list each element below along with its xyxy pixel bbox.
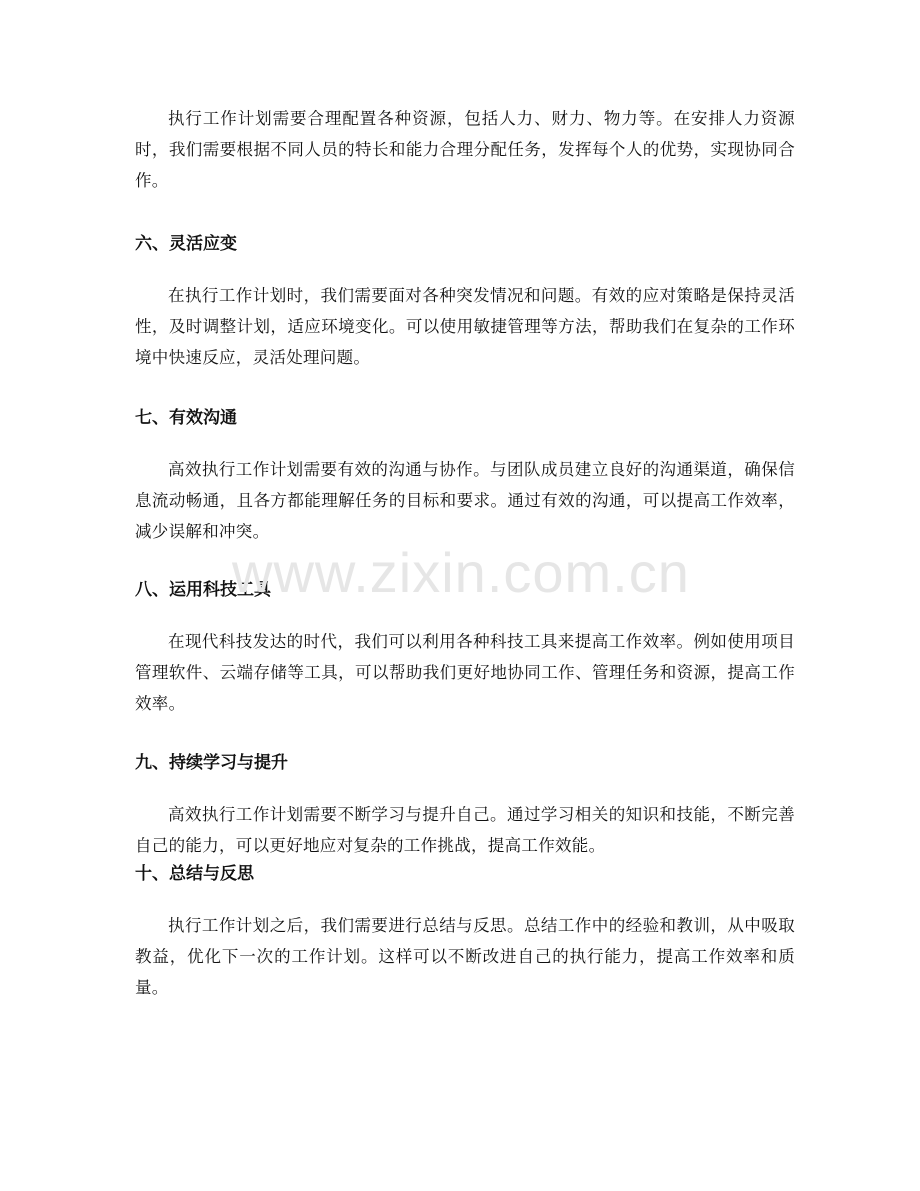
heading-eight-technology: 八、运用科技工具 xyxy=(135,580,271,600)
paragraph-reflection: 执行工作计划之后，我们需要进行总结与反思。总结工作中的经验和教训，从中吸取教益，优化下一次的工作计划。这样可以不断改进自己的执行能力，提高工作效率和质量。 xyxy=(135,916,795,997)
paragraph-technology: 在现代科技发达的时代，我们可以利用各种科技工具来提高工作效率。例如使用项目管理软件、云端存储等工具，可以帮助我们更好地协同工作、管理任务和资源，提高工作效率。 xyxy=(135,632,795,713)
heading-nine-learning: 九、持续学习与提升 xyxy=(135,753,288,773)
heading-ten-reflection: 十、总结与反思 xyxy=(135,864,254,884)
paragraph-learning: 高效执行工作计划需要不断学习与提升自己。通过学习相关的知识和技能，不断完善自己的能力，可以更好地应对复杂的工作挑战，提高工作效能。 xyxy=(135,805,795,855)
paragraph-communication: 高效执行工作计划需要有效的沟通与协作。与团队成员建立良好的沟通渠道，确保信息流动畅通，且各方都能理解任务的目标和要求。通过有效的沟通，可以提高工作效率，减少误解和冲突。 xyxy=(135,460,795,541)
heading-seven-communication: 七、有效沟通 xyxy=(135,408,237,428)
heading-six-flexibility: 六、灵活应变 xyxy=(135,234,237,254)
paragraph-flexibility: 在执行工作计划时，我们需要面对各种突发情况和问题。有效的应对策略是保持灵活性，及时调整计划，适应环境变化。可以使用敏捷管理等方法，帮助我们在复杂的工作环境中快速反应，灵活处理问题。 xyxy=(135,286,795,367)
paragraph-resources: 执行工作计划需要合理配置各种资源，包括人力、财力、物力等。在安排人力资源时，我们需要根据不同人员的特长和能力合理分配任务，发挥每个人的优势，实现协同合作。 xyxy=(135,109,795,190)
watermark-text: www.zixin.com.cn xyxy=(232,541,690,604)
